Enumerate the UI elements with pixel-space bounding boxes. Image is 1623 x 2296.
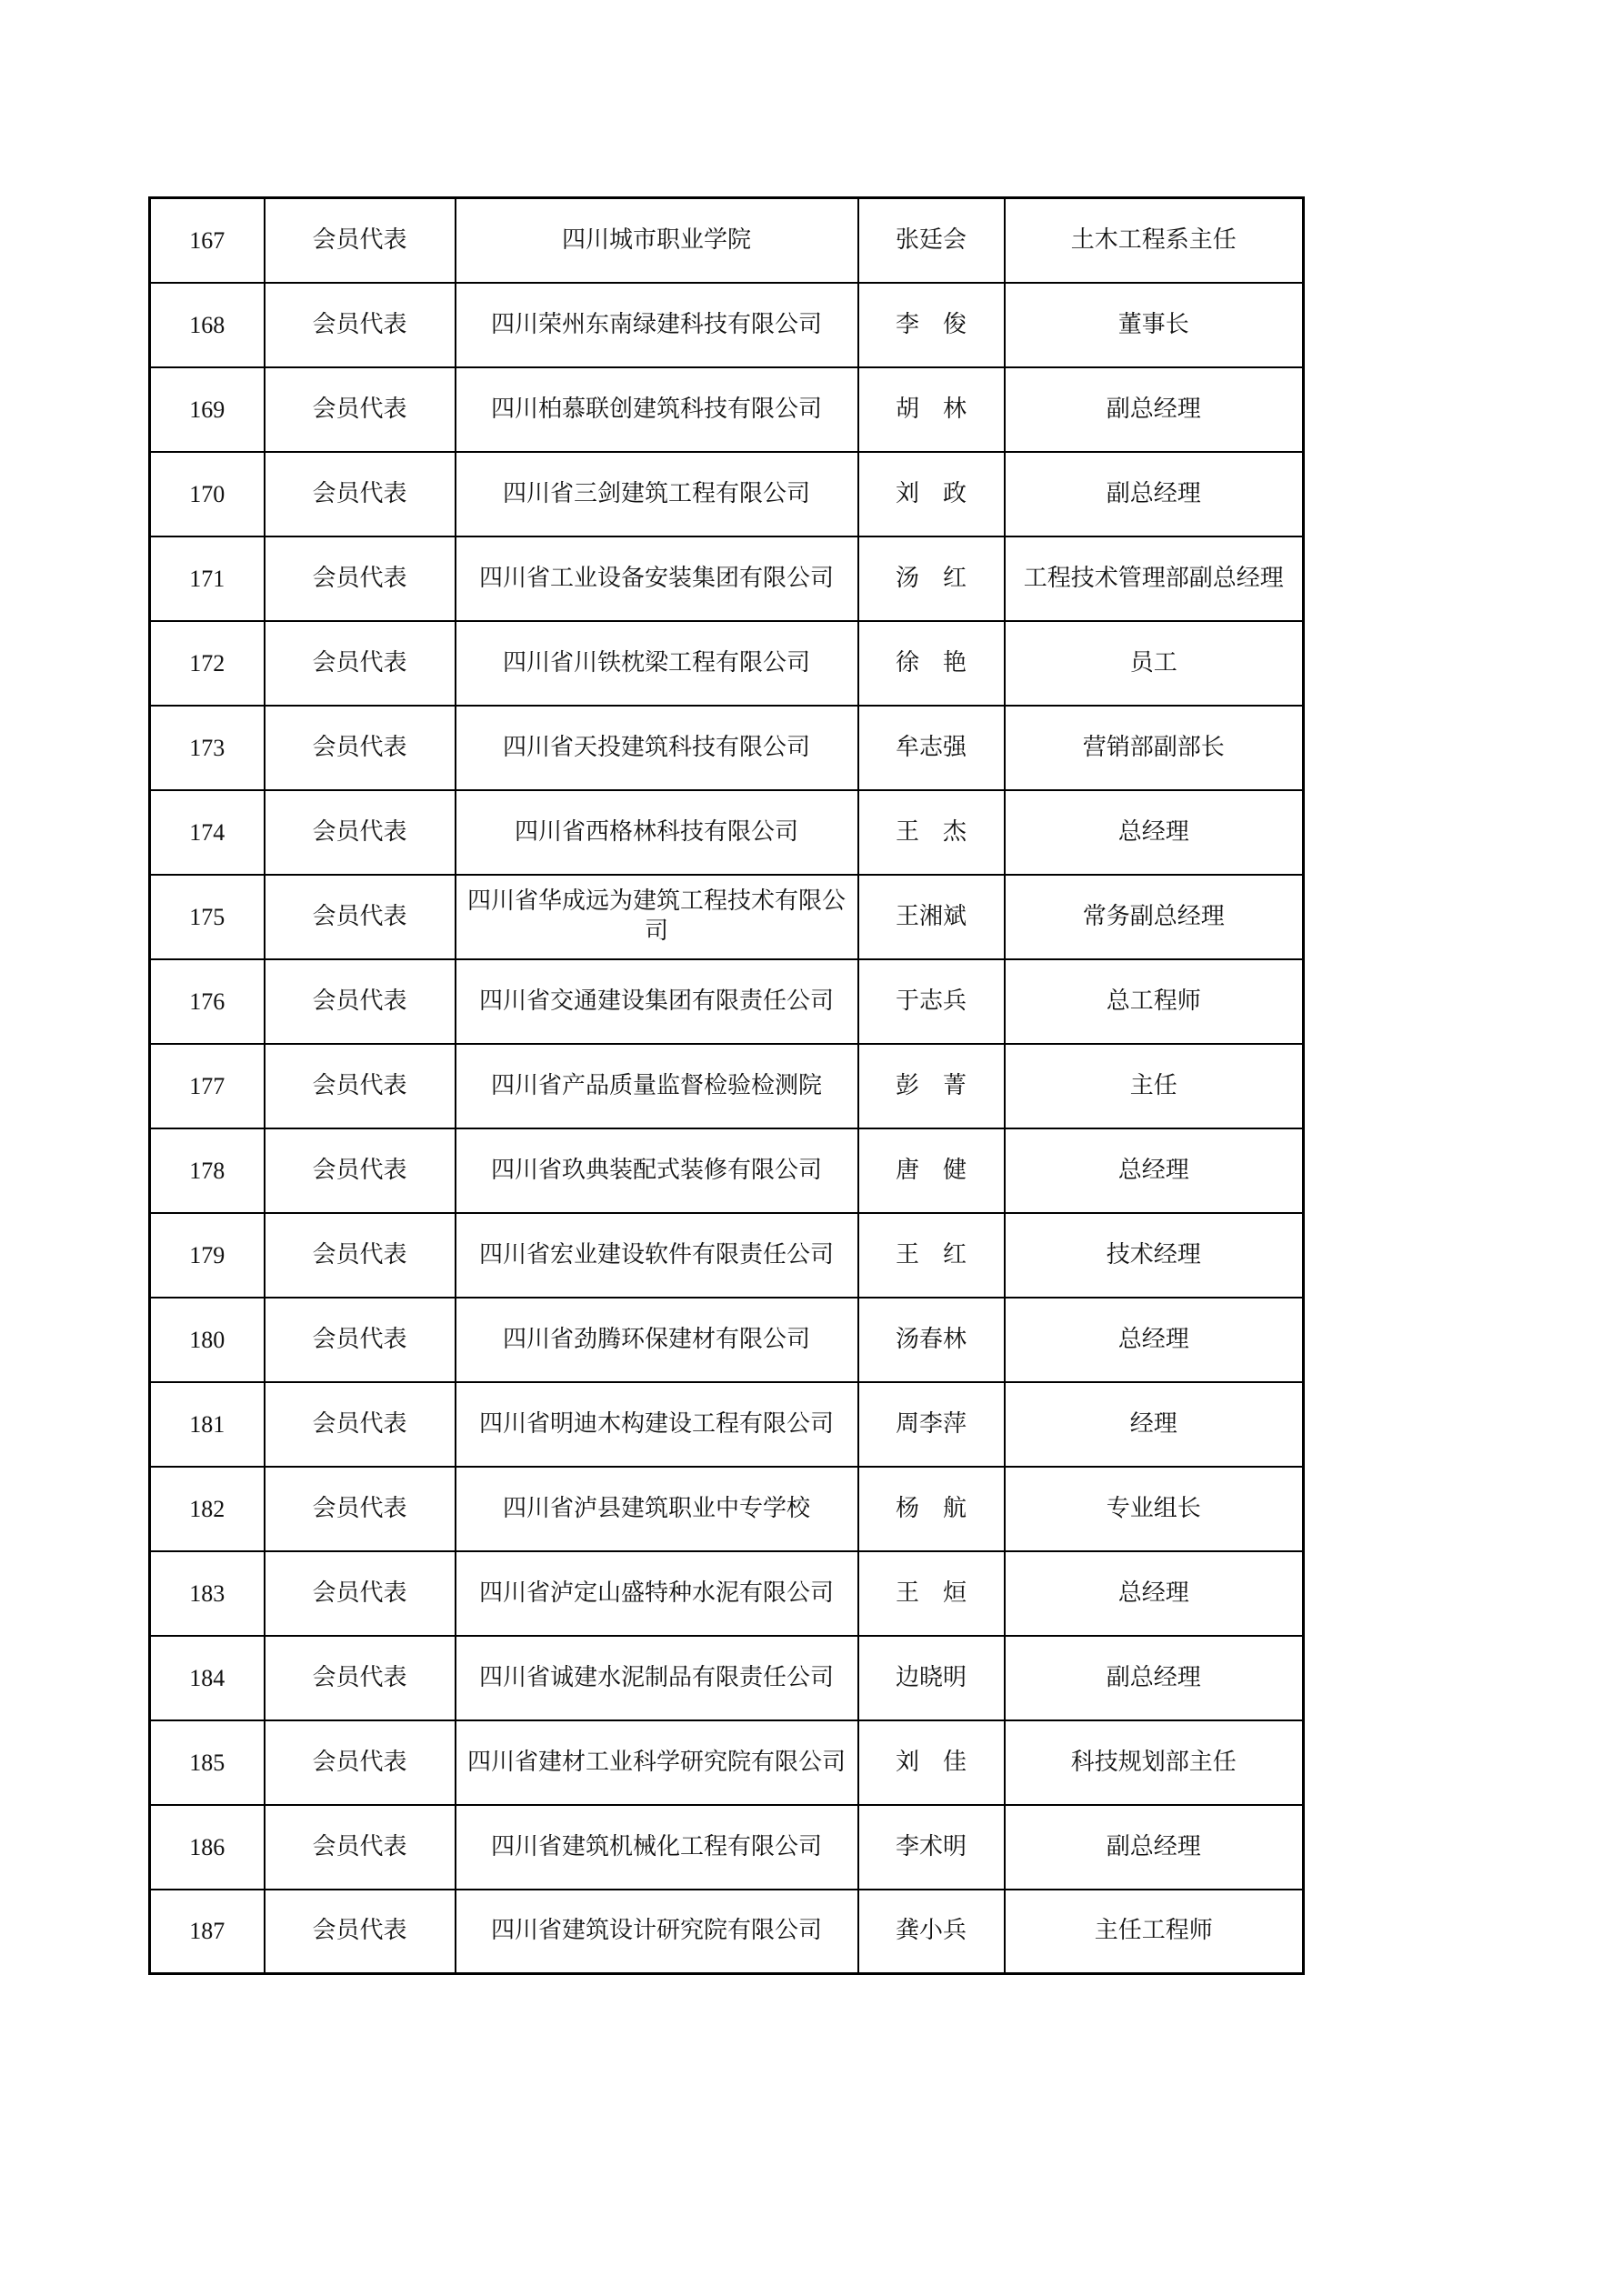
- member-type: 会员代表: [265, 1213, 456, 1298]
- organization-name: 四川省产品质量监督检验检测院: [456, 1044, 858, 1128]
- row-number: 179: [150, 1213, 265, 1298]
- row-number: 167: [150, 198, 265, 283]
- table-row: [150, 790, 1304, 875]
- organization-name: 四川省华成远为建筑工程技术有限公司: [456, 875, 858, 959]
- row-number: 175: [150, 875, 265, 959]
- member-type: 会员代表: [265, 1382, 456, 1467]
- job-title: 总工程师: [1005, 959, 1304, 1044]
- person-name: 汤 红: [858, 536, 1005, 621]
- member-type: 会员代表: [265, 367, 456, 452]
- organization-name: 四川省诚建水泥制品有限责任公司: [456, 1636, 858, 1720]
- member-type: 会员代表: [265, 706, 456, 790]
- row-number: 187: [150, 1890, 265, 1974]
- member-type: 会员代表: [265, 621, 456, 706]
- member-type: 会员代表: [265, 1551, 456, 1636]
- person-name: 汤春林: [858, 1298, 1005, 1382]
- person-name: 胡 林: [858, 367, 1005, 452]
- person-name: 李 俊: [858, 283, 1005, 367]
- person-name: 彭 菁: [858, 1044, 1005, 1128]
- job-title: 常务副总经理: [1005, 875, 1304, 959]
- row-number: 176: [150, 959, 265, 1044]
- person-name: 王 烜: [858, 1551, 1005, 1636]
- organization-name: 四川省建筑设计研究院有限公司: [456, 1890, 858, 1974]
- table-row: [150, 706, 1304, 790]
- job-title: 工程技术管理部副总经理: [1005, 536, 1304, 621]
- job-title: 总经理: [1005, 1298, 1304, 1382]
- member-table-body: [150, 198, 1304, 1974]
- table-row: [150, 875, 1304, 959]
- member-type: 会员代表: [265, 283, 456, 367]
- row-number: 169: [150, 367, 265, 452]
- table-row: [150, 1636, 1304, 1720]
- person-name: 边晓明: [858, 1636, 1005, 1720]
- member-type: 会员代表: [265, 1044, 456, 1128]
- job-title: 副总经理: [1005, 1636, 1304, 1720]
- member-type: 会员代表: [265, 1805, 456, 1890]
- member-type: 会员代表: [265, 452, 456, 536]
- person-name: 杨 航: [858, 1467, 1005, 1551]
- table-row: [150, 1044, 1304, 1128]
- job-title: 总经理: [1005, 1128, 1304, 1213]
- job-title: 专业组长: [1005, 1467, 1304, 1551]
- job-title: 副总经理: [1005, 1805, 1304, 1890]
- job-title: 技术经理: [1005, 1213, 1304, 1298]
- person-name: 刘 政: [858, 452, 1005, 536]
- job-title: 员工: [1005, 621, 1304, 706]
- table-row: [150, 959, 1304, 1044]
- table-row: [150, 621, 1304, 706]
- table-row: [150, 1128, 1304, 1213]
- member-type: 会员代表: [265, 875, 456, 959]
- row-number: 186: [150, 1805, 265, 1890]
- table-row: [150, 1720, 1304, 1805]
- person-name: 张廷会: [858, 198, 1005, 283]
- member-type: 会员代表: [265, 1298, 456, 1382]
- organization-name: 四川荣州东南绿建科技有限公司: [456, 283, 858, 367]
- organization-name: 四川省建材工业科学研究院有限公司: [456, 1720, 858, 1805]
- organization-name: 四川省天投建筑科技有限公司: [456, 706, 858, 790]
- table-row: [150, 1213, 1304, 1298]
- person-name: 王湘斌: [858, 875, 1005, 959]
- organization-name: 四川省建筑机械化工程有限公司: [456, 1805, 858, 1890]
- job-title: 经理: [1005, 1382, 1304, 1467]
- row-number: 172: [150, 621, 265, 706]
- row-number: 174: [150, 790, 265, 875]
- job-title: 土木工程系主任: [1005, 198, 1304, 283]
- person-name: 王 红: [858, 1213, 1005, 1298]
- person-name: 王 杰: [858, 790, 1005, 875]
- row-number: 184: [150, 1636, 265, 1720]
- organization-name: 四川省工业设备安装集团有限公司: [456, 536, 858, 621]
- organization-name: 四川省西格林科技有限公司: [456, 790, 858, 875]
- member-type: 会员代表: [265, 536, 456, 621]
- row-number: 183: [150, 1551, 265, 1636]
- member-type: 会员代表: [265, 790, 456, 875]
- row-number: 181: [150, 1382, 265, 1467]
- row-number: 170: [150, 452, 265, 536]
- table-row: [150, 198, 1304, 283]
- table-row: [150, 536, 1304, 621]
- member-table: [148, 196, 1305, 1975]
- organization-name: 四川柏慕联创建筑科技有限公司: [456, 367, 858, 452]
- job-title: 营销部副部长: [1005, 706, 1304, 790]
- organization-name: 四川省泸县建筑职业中专学校: [456, 1467, 858, 1551]
- job-title: 总经理: [1005, 1551, 1304, 1636]
- person-name: 唐 健: [858, 1128, 1005, 1213]
- row-number: 173: [150, 706, 265, 790]
- person-name: 牟志强: [858, 706, 1005, 790]
- table-row: [150, 367, 1304, 452]
- member-type: 会员代表: [265, 1890, 456, 1974]
- table-row: [150, 1805, 1304, 1890]
- organization-name: 四川省明迪木构建设工程有限公司: [456, 1382, 858, 1467]
- row-number: 185: [150, 1720, 265, 1805]
- table-row: [150, 1298, 1304, 1382]
- person-name: 刘 佳: [858, 1720, 1005, 1805]
- person-name: 于志兵: [858, 959, 1005, 1044]
- member-type: 会员代表: [265, 959, 456, 1044]
- table-row: [150, 283, 1304, 367]
- row-number: 178: [150, 1128, 265, 1213]
- organization-name: 四川省玖典装配式装修有限公司: [456, 1128, 858, 1213]
- job-title: 主任工程师: [1005, 1890, 1304, 1974]
- row-number: 168: [150, 283, 265, 367]
- person-name: 龚小兵: [858, 1890, 1005, 1974]
- row-number: 180: [150, 1298, 265, 1382]
- member-type: 会员代表: [265, 1720, 456, 1805]
- job-title: 副总经理: [1005, 367, 1304, 452]
- organization-name: 四川城市职业学院: [456, 198, 858, 283]
- job-title: 副总经理: [1005, 452, 1304, 536]
- member-type: 会员代表: [265, 1128, 456, 1213]
- person-name: 徐 艳: [858, 621, 1005, 706]
- person-name: 李术明: [858, 1805, 1005, 1890]
- organization-name: 四川省劲腾环保建材有限公司: [456, 1298, 858, 1382]
- member-type: 会员代表: [265, 1636, 456, 1720]
- organization-name: 四川省川铁枕梁工程有限公司: [456, 621, 858, 706]
- table-row: [150, 1382, 1304, 1467]
- organization-name: 四川省泸定山盛特种水泥有限公司: [456, 1551, 858, 1636]
- table-row: [150, 1551, 1304, 1636]
- job-title: 科技规划部主任: [1005, 1720, 1304, 1805]
- table-row: [150, 1890, 1304, 1974]
- organization-name: 四川省三剑建筑工程有限公司: [456, 452, 858, 536]
- person-name: 周李萍: [858, 1382, 1005, 1467]
- organization-name: 四川省宏业建设软件有限责任公司: [456, 1213, 858, 1298]
- organization-name: 四川省交通建设集团有限责任公司: [456, 959, 858, 1044]
- job-title: 总经理: [1005, 790, 1304, 875]
- member-type: 会员代表: [265, 1467, 456, 1551]
- job-title: 主任: [1005, 1044, 1304, 1128]
- row-number: 182: [150, 1467, 265, 1551]
- job-title: 董事长: [1005, 283, 1304, 367]
- table-row: [150, 1467, 1304, 1551]
- row-number: 171: [150, 536, 265, 621]
- member-type: 会员代表: [265, 198, 456, 283]
- table-row: [150, 452, 1304, 536]
- row-number: 177: [150, 1044, 265, 1128]
